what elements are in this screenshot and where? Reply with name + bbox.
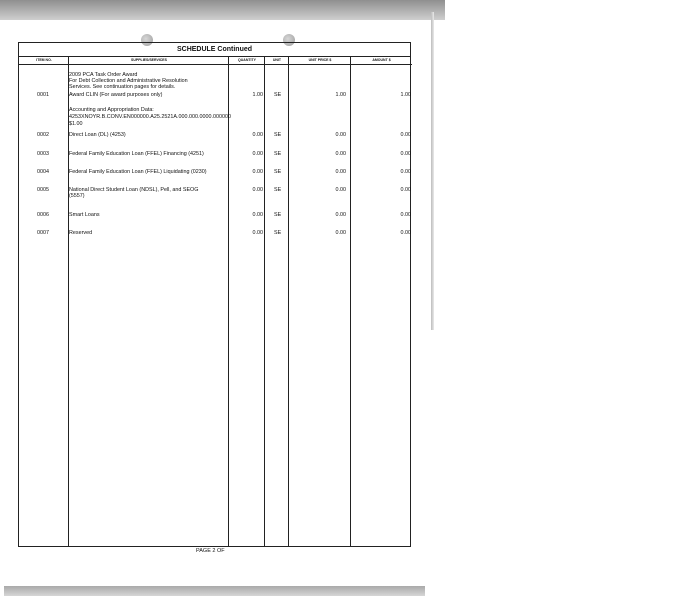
column-divider — [264, 56, 265, 546]
item-description: Direct Loan (DL) (4253) — [69, 132, 126, 138]
header-supplies: SUPPLIES/SERVICES — [69, 56, 229, 65]
item-unit-price: 1.00 — [335, 92, 346, 98]
item-quantity: 0.00 — [252, 230, 263, 236]
header-quantity: QUANTITY — [229, 56, 265, 65]
intro-line: For Debt Collection and Administrative Resolution — [69, 78, 188, 84]
item-quantity: 0.00 — [252, 132, 263, 138]
item-unit: SE — [274, 151, 282, 157]
item-description: Federal Family Education Loan (FFEL) Liquidating (0230) — [69, 169, 207, 175]
item-unit: SE — [274, 92, 282, 98]
item-quantity: 0.00 — [252, 187, 263, 193]
item-unit-price: 0.00 — [335, 169, 346, 175]
page-footer: PAGE 2 OF — [196, 548, 225, 554]
item-amount: 0.00 — [400, 212, 411, 218]
column-divider — [228, 56, 229, 546]
item-unit: SE — [274, 212, 282, 218]
item-description: Award CLIN (For award purposes only) — [69, 92, 163, 98]
item-unit-price: 0.00 — [335, 151, 346, 157]
item-amount: 0.00 — [400, 187, 411, 193]
accounting-label: Accounting and Appropriation Data: — [69, 107, 154, 113]
column-divider — [288, 56, 289, 546]
item-amount: 0.00 — [400, 132, 411, 138]
intro-line: Services. See continuation pages for details. — [69, 84, 176, 90]
item-unit: SE — [274, 169, 282, 175]
item-amount: 0.00 — [400, 169, 411, 175]
item-quantity: 1.00 — [252, 92, 263, 98]
item-amount: 1.00 — [400, 92, 411, 98]
accounting-code: 4253XNOYR.B.CONV.EN000000.A25.2521A.000.000.0000.000000 — [69, 114, 231, 120]
scan-right-edge — [431, 12, 434, 330]
item-quantity: 0.00 — [252, 151, 263, 157]
item-unit: SE — [274, 132, 282, 138]
item-number: 0004 — [37, 169, 49, 175]
item-number: 0003 — [37, 151, 49, 157]
item-unit-price: 0.00 — [335, 212, 346, 218]
item-number: 0007 — [37, 230, 49, 236]
scan-bottom-edge — [4, 586, 425, 596]
accounting-amount: $1.00 — [69, 121, 83, 127]
item-unit-price: 0.00 — [335, 187, 346, 193]
item-amount: 0.00 — [400, 151, 411, 157]
header-unit: UNIT — [265, 56, 289, 65]
item-amount: 0.00 — [400, 230, 411, 236]
item-description: Reserved — [69, 230, 93, 236]
column-divider — [350, 56, 351, 546]
item-quantity: 0.00 — [252, 169, 263, 175]
item-unit-price: 0.00 — [335, 230, 346, 236]
item-number: 0006 — [37, 212, 49, 218]
item-number: 0005 — [37, 187, 49, 193]
item-number: 0002 — [37, 132, 49, 138]
intro-line: 2009 PCA Task Order Award — [69, 72, 138, 78]
schedule-title: SCHEDULE Continued — [19, 43, 410, 57]
scan-top-edge — [0, 0, 445, 20]
header-item-no: ITEM NO. — [19, 56, 69, 65]
item-description: National Direct Student Loan (NDSL), Pell, and SEOG — [69, 187, 199, 193]
schedule-form — [18, 42, 411, 547]
item-unit: SE — [274, 187, 282, 193]
column-divider — [68, 56, 69, 546]
item-unit-price: 0.00 — [335, 132, 346, 138]
item-unit: SE — [274, 230, 282, 236]
item-number: 0001 — [37, 92, 49, 98]
item-quantity: 0.00 — [252, 212, 263, 218]
item-description: Federal Family Education Loan (FFEL) Financing (4251) — [69, 151, 204, 157]
item-description: Smart Loans — [69, 212, 100, 218]
header-unit-price: UNIT PRICE $ — [289, 56, 351, 65]
header-amount: AMOUNT $ — [351, 56, 412, 65]
item-description-continued: (5557) — [69, 193, 85, 199]
